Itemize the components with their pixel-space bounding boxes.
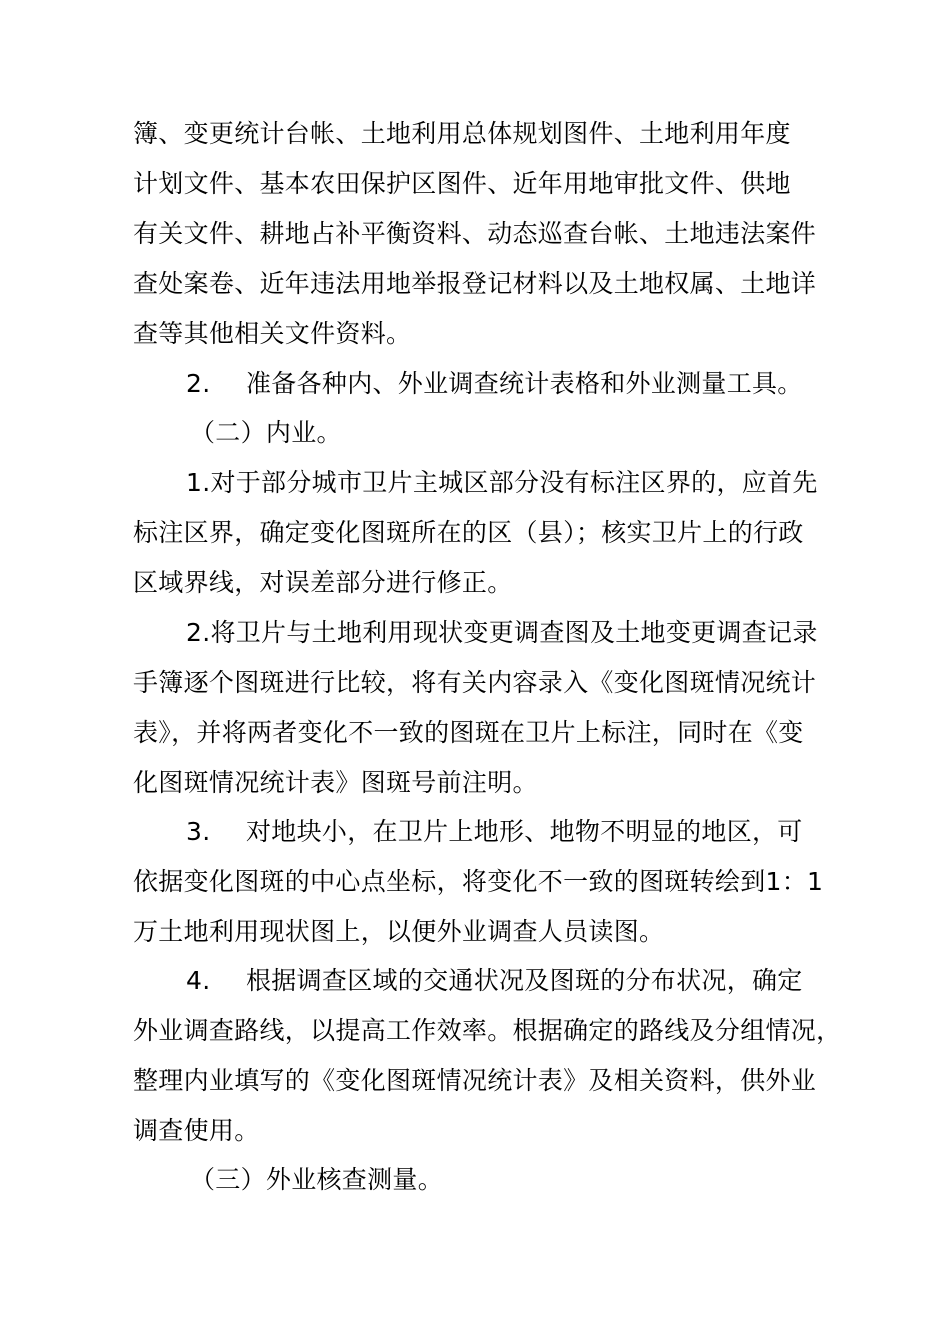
- paragraph-line: 标注区界，确定变化图斑所在的区（县）；核实卫片上的行政: [133, 518, 804, 547]
- section-heading: （二）内业。: [190, 418, 342, 447]
- list-item-text: 对地块小，在卫片上地形、地物不明显的地区，可: [246, 817, 803, 846]
- paragraph-line: 1.对于部分城市卫片主城区部分没有标注区界的，应首先: [186, 468, 818, 497]
- paragraph-line: 外业调查路线，以提高工作效率。根据确定的路线及分组情况，: [133, 1016, 842, 1045]
- paragraph-line: 2.将卫片与土地利用现状变更调查图及土地变更调查记录: [186, 618, 818, 647]
- list-number: 2.: [186, 369, 211, 398]
- paragraph-line: 化图斑情况统计表》图斑号前注明。: [133, 768, 538, 797]
- paragraph-line: 簿、变更统计台帐、土地利用总体规划图件、土地利用年度: [133, 119, 791, 148]
- section-heading: （三）外业核查测量。: [190, 1165, 444, 1194]
- paragraph-line: 手簿逐个图斑进行比较，将有关内容录入《变化图斑情况统计: [133, 668, 817, 697]
- list-item-4: [186, 964, 803, 998]
- paragraph-line: 查等其他相关文件资料。: [133, 319, 412, 348]
- paragraph-line: 调查使用。: [133, 1116, 260, 1145]
- paragraph-line: 查处案卷、近年违法用地举报登记材料以及土地权属、土地详: [133, 269, 817, 298]
- list-item-text: 根据调查区域的交通状况及图斑的分布状况，确定: [246, 966, 803, 995]
- paragraph-line: 表》，并将两者变化不一致的图斑在卫片上标注，同时在《变: [133, 718, 804, 747]
- paragraph-line: 整理内业填写的《变化图斑情况统计表》及相关资料，供外业: [133, 1066, 817, 1095]
- paragraph-line: 依据变化图斑的中心点坐标，将变化不一致的图斑转绘到1：1: [133, 867, 824, 896]
- list-item-text: 准备各种内、外业调查统计表格和外业测量工具。: [246, 369, 803, 398]
- paragraph-line: 万土地利用现状图上，以便外业调查人员读图。: [133, 917, 665, 946]
- paragraph-line: 有关文件、耕地占补平衡资料、动态巡查台帐、土地违法案件: [133, 219, 817, 248]
- paragraph-line: 计划文件、基本农田保护区图件、近年用地审批文件、供地: [133, 169, 791, 198]
- list-number: 4.: [186, 966, 211, 995]
- list-number: 3.: [186, 817, 211, 846]
- list-item-2: [186, 367, 803, 401]
- list-item-3: [186, 815, 803, 849]
- paragraph-line: 区域界线，对误差部分进行修正。: [133, 568, 513, 597]
